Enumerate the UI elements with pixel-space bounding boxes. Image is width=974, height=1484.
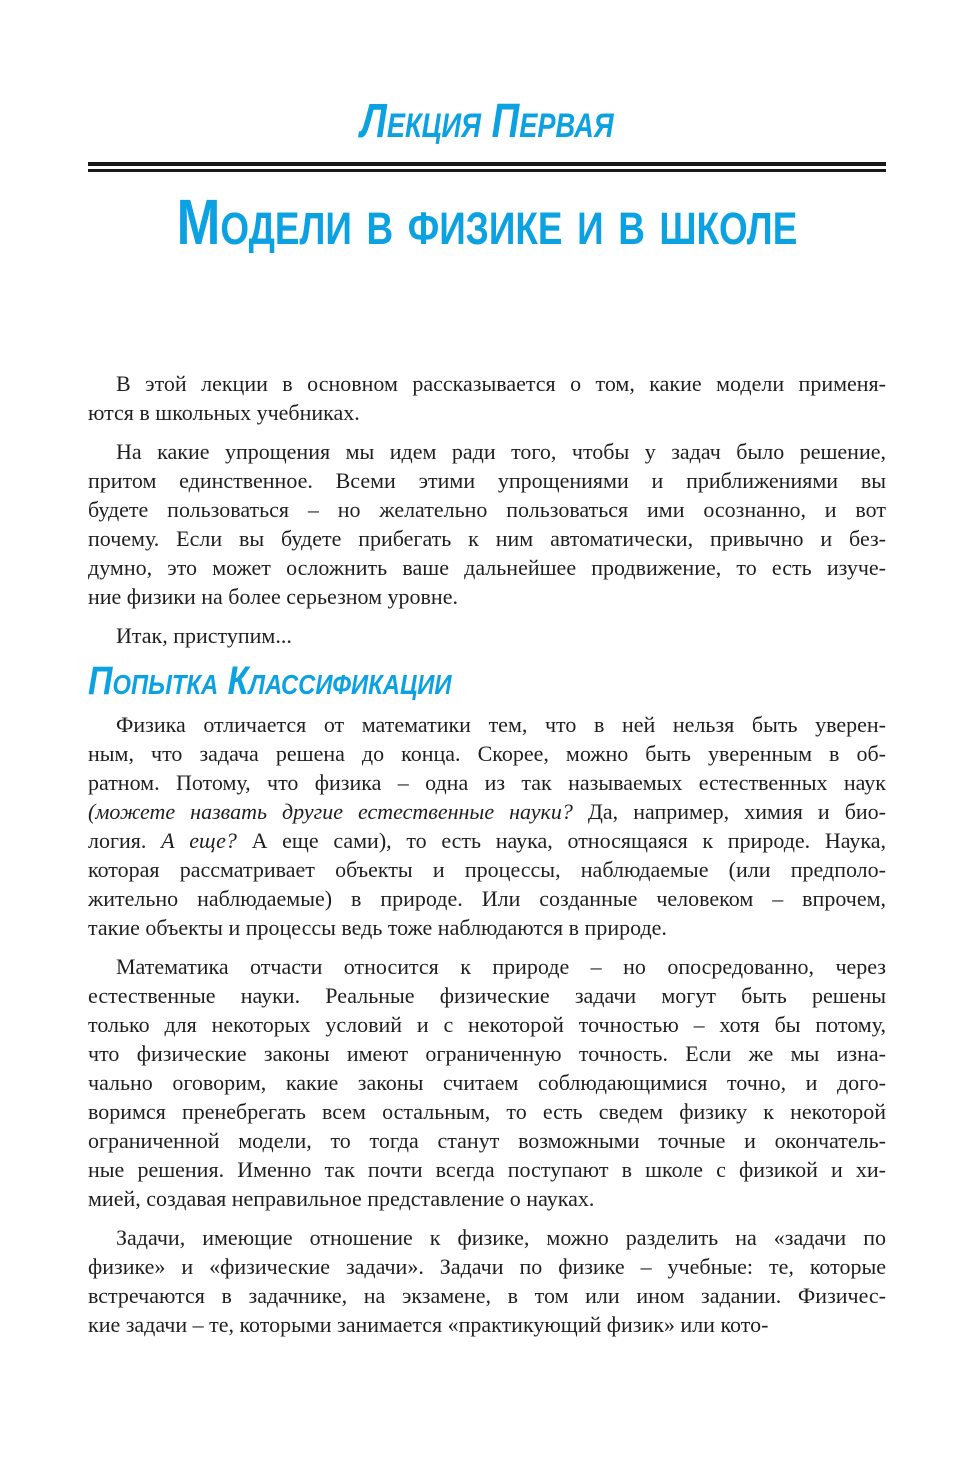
paragraph-physics-vs-math	[88, 710, 886, 942]
text-line: ратном. Потому, что физика – одна из так называемых естественных наук	[88, 769, 886, 795]
text-line: только для некоторых условий и с некоторой точностью – хотя бы потому,	[88, 1011, 886, 1037]
text-line: думно, это может осложнить ваше дальнейшее продвижение, то есть изуче-	[88, 554, 886, 580]
paragraph-task-types	[88, 1223, 886, 1339]
text-line: ным, что задача решена до конца. Скорее, можно быть уверенным в об-	[88, 740, 886, 766]
text-line	[88, 826, 886, 855]
text-line: что физические законы имеют ограниченную точность. Если же мы изна-	[88, 1040, 886, 1066]
text-line: встречаются в задачнике, на экзамене, в том или ином задании. Физичес-	[88, 1282, 886, 1308]
text-line: воримся пренебрегать всем остальным, то есть сведем физику к некоторой	[88, 1098, 886, 1124]
text-line: кие задачи – те, которыми занимается «практикующий физик» или кото-	[88, 1311, 769, 1337]
text-line: В этой лекции в основном рассказывается о том, какие модели применя-	[116, 370, 886, 396]
paragraph-intro	[88, 369, 886, 427]
text-line: мией, создавая неправильное представление о науках.	[88, 1185, 595, 1211]
text-line: такие объекты и процессы ведь тоже наблюдаются в природе.	[88, 914, 667, 940]
text-line: ограниченной модели, то тогда станут возможными точные и окончатель-	[88, 1127, 886, 1153]
text-line: почему. Если вы будете прибегать к ним автоматически, привычно и без-	[88, 525, 886, 551]
body-text	[88, 369, 886, 1339]
text-line: физике» и «физические задачи». Задачи по физике – учебные: те, которые	[88, 1253, 886, 1279]
text-line: На какие упрощения мы идем ради того, чтобы у задач было решение,	[116, 438, 886, 464]
paragraph-simplifications	[88, 437, 886, 611]
text-line: чально оговорим, какие законы считаем соблюдающимися точно, и дого-	[88, 1069, 886, 1095]
italic-text-segment: (можете назвать другие естественные науки?	[88, 798, 573, 824]
text-line: ные решения. Именно так почти всегда поступают в школе с физикой и хи-	[88, 1156, 886, 1182]
text-line: Физика отличается от математики тем, что в ней нельзя быть уверен-	[116, 711, 886, 737]
lecture-number-heading: Лекция Первая	[360, 95, 614, 148]
text-line: ние физики на более серьезном уровне.	[88, 583, 458, 609]
text-line: жительно наблюдаемые) в природе. Или созданные человеком – впрочем,	[88, 885, 886, 911]
text-segment: логия.	[88, 827, 162, 853]
chapter-title: Модели в физике и в школе	[176, 185, 798, 258]
text-line: притом единственное. Всеми этими упрощениями и приближениями вы	[88, 467, 886, 493]
text-line: естественные науки. Реальные физические задачи могут быть решены	[88, 982, 886, 1008]
section-heading: Попытка Классификации	[88, 658, 452, 703]
text-line: ются в школьных учебниках.	[88, 399, 360, 425]
text-line: Математика отчасти относится к природе – но опосредованно, через	[116, 953, 886, 979]
text-line: будете пользоваться – но желательно пользоваться ими осознанно, и вот	[88, 496, 886, 522]
book-page	[0, 96, 974, 1484]
italic-text-segment: А еще?	[161, 827, 237, 853]
text-line: которая рассматривает объекты и процессы, наблюдаемые (или предполо-	[88, 856, 886, 882]
text-line: Задачи, имеющие отношение к физике, можно разделить на «задачи по	[116, 1224, 886, 1250]
paragraph-lets-begin	[88, 621, 886, 650]
text-segment: А еще сами), то есть наука, относящаяся к природе. Наука,	[236, 827, 886, 853]
text-line	[88, 797, 886, 826]
double-rule	[88, 162, 886, 172]
text-segment: Да, например, химия и био-	[572, 798, 886, 824]
paragraph-math-nature	[88, 952, 886, 1213]
text-line: Итак, приступим...	[116, 622, 292, 648]
